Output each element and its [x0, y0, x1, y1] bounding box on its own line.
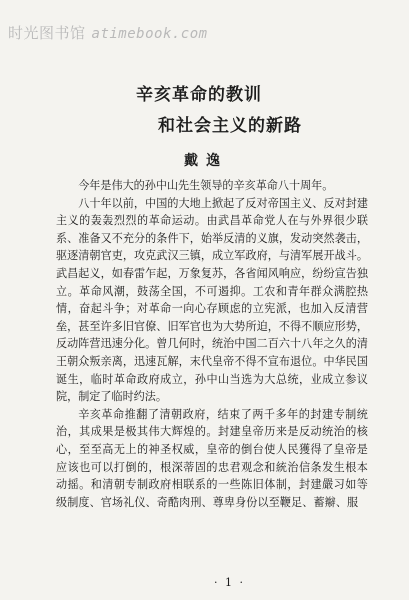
watermark-site: 时光图书馆 — [8, 24, 86, 42]
watermark-url: atimebook.com — [91, 26, 208, 42]
article-author: 戴逸 — [184, 153, 228, 169]
page-number: · 1 · — [214, 576, 245, 589]
article-title-line2: 和社会主义的新路 — [158, 116, 302, 136]
article-title-line1: 辛亥革命的教训 — [136, 85, 262, 105]
paragraph: 辛亥革命推翻了清朝政府，结束了两千多年的封建专制统治，其成果是极其伟大辉煌的。封建皇帝历来是反动统治的核心，至至高无上的神圣权威，皇帝的倒台使人民獲得了皇帝是应该也可以打倒的，根深蒂固的忠君观念和統治信条发生根本动摇。和清朝专制政府相联系的一些陈旧体制，封建嚴习如等级制度、官场礼仪、奇酷肉刑、尊卑身份以至鞭足、蓄辮、服 — [56, 407, 368, 509]
paragraph: 今年是伟大的孙中山先生领导的辛亥革命八十周年。 — [78, 179, 334, 192]
watermark — [8, 22, 208, 43]
article-body — [56, 177, 368, 511]
paragraph: 八十年以前，中国的大地上掀起了反对帝国主义、反对封建主义的轰轰烈烈的革命运动。由武昌革命党人在与外界很少联系、准备又不充分的条件下，始举反清的义旗，发动突然袭击，驱逐清朝官吏，攻克武汉三镇，成立军政府，与清军展开战斗。武昌起义，如春雷乍起，万象复苏，各省闻风响应，纷纷宣告独立。革命风潮，鼓荡全国，不可遏抑。工农和青年群众满腔热情，奋起斗争；对革命一向心存顾虑的立宪派，也加入反清营垒，甚至许多旧官僚、旧军官也为大势所迫，不得不顺应形势，反动阵营迅速分化。曾几何时，统治中国二百六十八年之久的清王朝众叛亲离，迅速瓦解，末代皇帝不得不宣布退位。中华民国诞生，临时革命政府成立，孙中山当选为大总统，业成立参议院，制定了临时约法。 — [56, 196, 368, 404]
